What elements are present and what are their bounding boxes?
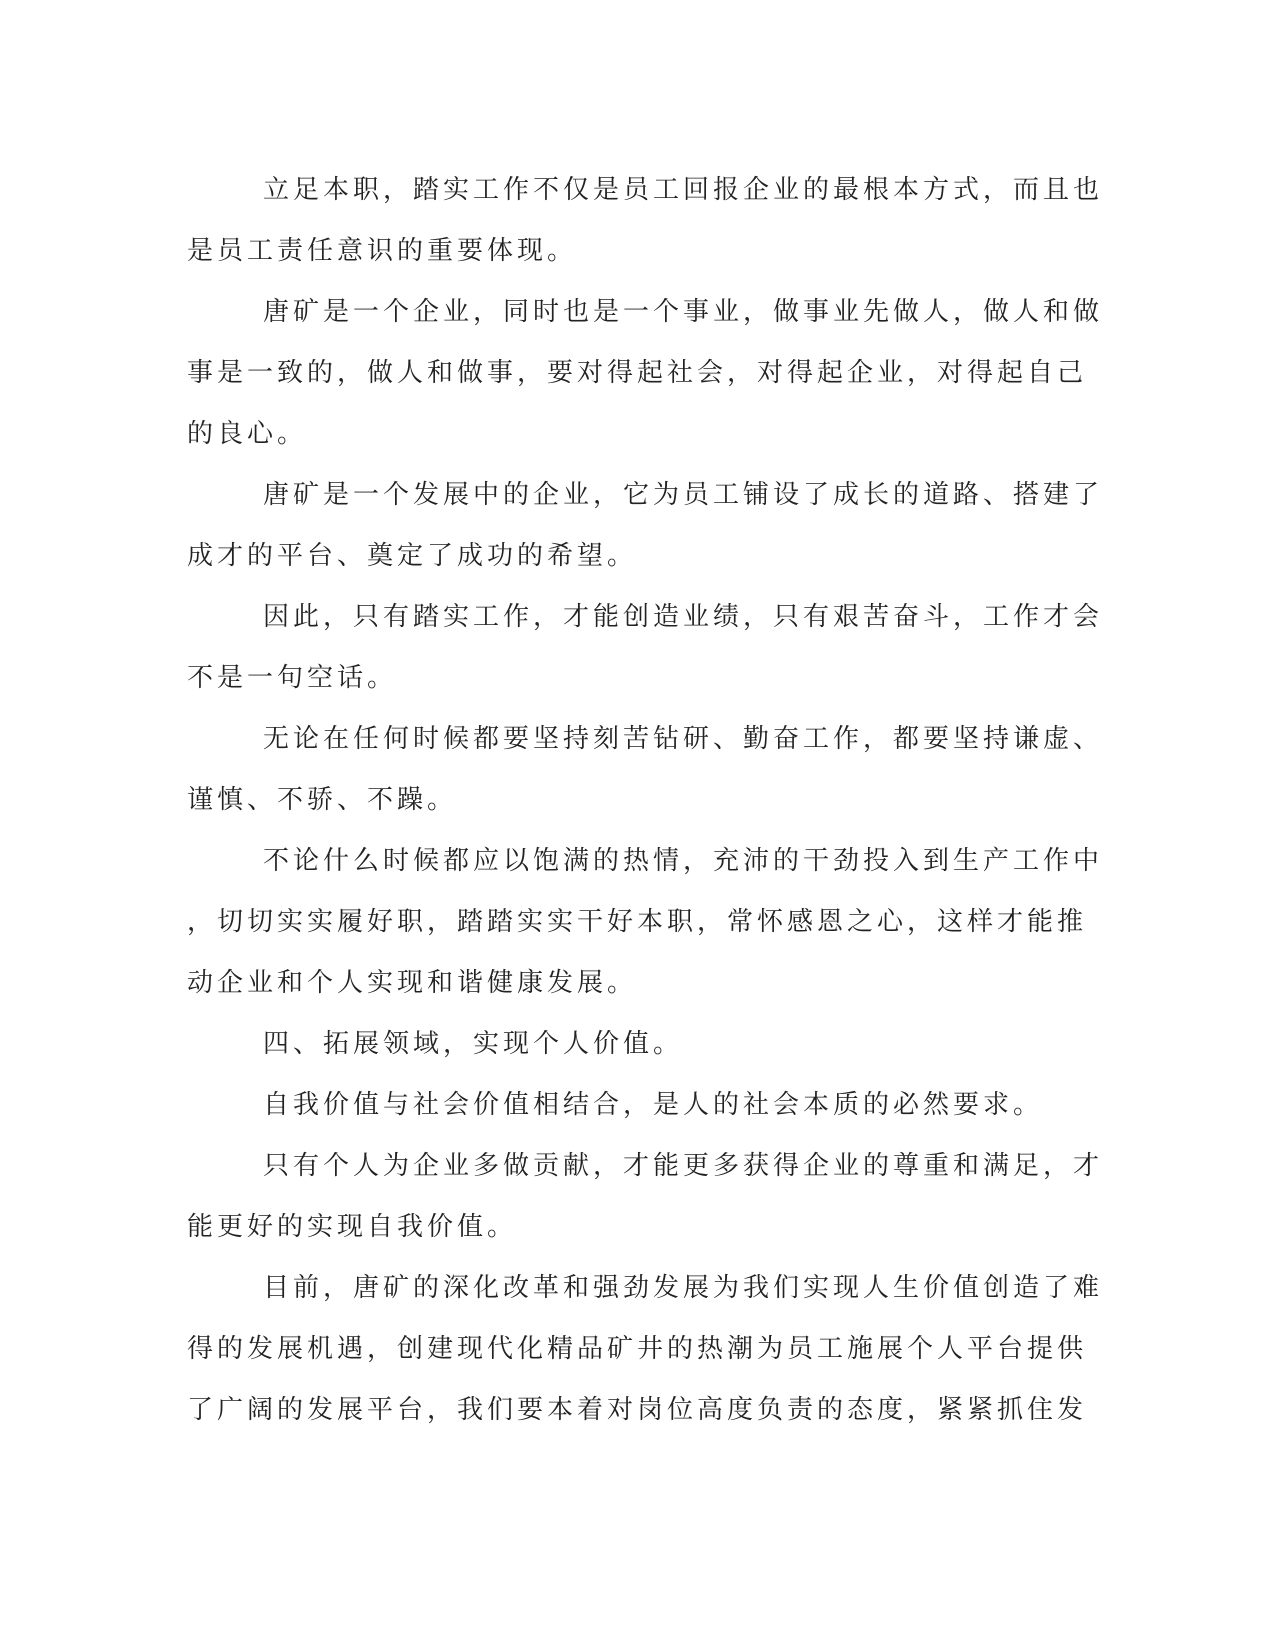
paragraph-line: 是员工责任意识的重要体现。: [187, 236, 578, 266]
paragraph: [187, 465, 1104, 587]
paragraph: [187, 160, 1104, 282]
paragraph-line: ，切切实实履好职，踏踏实实干好本职，常怀感恩之心，这样才能推: [187, 907, 1088, 937]
section-heading: [187, 1014, 1067, 1075]
paragraph-line: 的良心。: [187, 419, 308, 449]
paragraph-line: 只有个人为企业多做贡献，才能更多获得企业的尊重和满足，才: [263, 1151, 1104, 1181]
paragraph-line: 事是一致的，做人和做事，要对得起社会，对得起企业，对得起自己: [187, 358, 1088, 388]
paragraph: [187, 282, 1104, 465]
paragraph-line: 动企业和个人实现和谐健康发展。: [187, 968, 638, 998]
paragraph-line: 能更好的实现自我价值。: [187, 1212, 518, 1242]
paragraph: [187, 1258, 1104, 1441]
paragraph: [187, 1075, 1067, 1136]
paragraph: [187, 1136, 1104, 1258]
paragraph-line: 唐矿是一个发展中的企业，它为员工铺设了成长的道路、搭建了: [263, 480, 1104, 510]
paragraph-line: 因此，只有踏实工作，才能创造业绩，只有艰苦奋斗，工作才会: [263, 602, 1104, 632]
paragraph-line: 不论什么时候都应以饱满的热情，充沛的干劲投入到生产工作中: [263, 846, 1104, 876]
paragraph: [187, 709, 1104, 831]
paragraph-line: 不是一句空话。: [187, 663, 398, 693]
paragraph-line: 立足本职，踏实工作不仅是员工回报企业的最根本方式，而且也: [263, 175, 1104, 205]
paragraph-line: 自我价值与社会价值相结合，是人的社会本质的必然要求。: [263, 1090, 1044, 1120]
paragraph-line: 唐矿是一个企业，同时也是一个事业，做事业先做人，做人和做: [263, 297, 1104, 327]
paragraph-line: 无论在任何时候都要坚持刻苦钻研、勤奋工作，都要坚持谦虚、: [263, 724, 1104, 754]
paragraph-line: 成才的平台、奠定了成功的希望。: [187, 541, 638, 571]
section-heading-text: 四、拓展领域，实现个人价值。: [263, 1029, 684, 1059]
paragraph-line: 目前，唐矿的深化改革和强劲发展为我们实现人生价值创造了难: [263, 1273, 1104, 1303]
document-body: [187, 160, 1104, 1441]
paragraph-line: 了广阔的发展平台，我们要本着对岗位高度负责的态度，紧紧抓住发: [187, 1395, 1088, 1425]
paragraph-line: 谨慎、不骄、不躁。: [187, 785, 458, 815]
paragraph: [187, 831, 1104, 1014]
paragraph-line: 得的发展机遇，创建现代化精品矿井的热潮为员工施展个人平台提供: [187, 1334, 1088, 1364]
paragraph: [187, 587, 1104, 709]
